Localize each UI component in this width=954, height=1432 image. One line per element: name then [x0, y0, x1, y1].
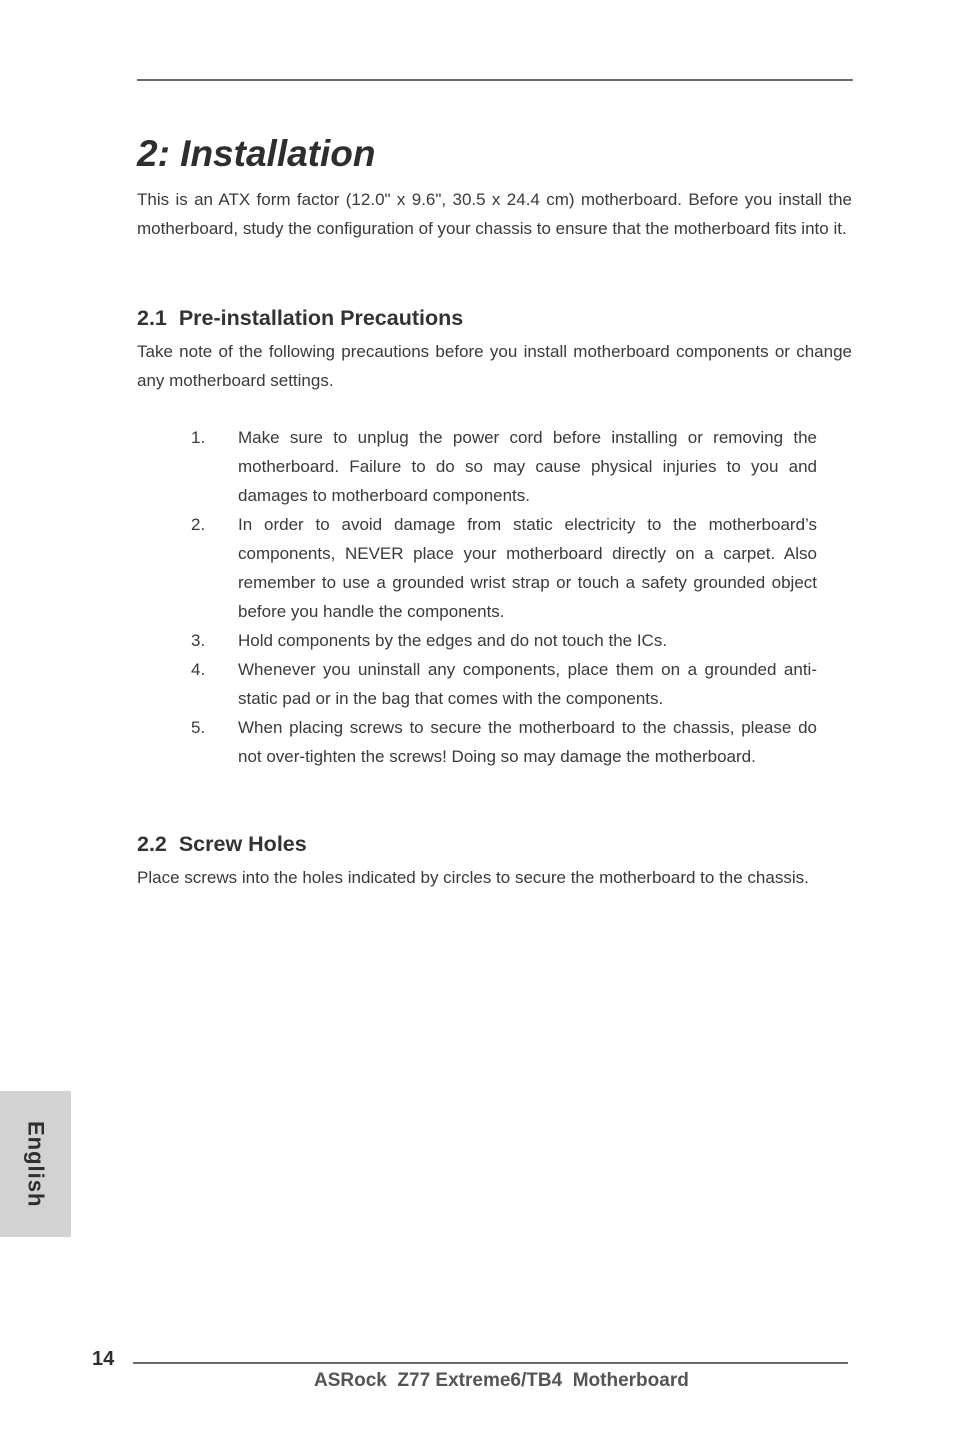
list-item-text: Hold components by the edges and do not touch the ICs.	[238, 631, 668, 650]
header-rule	[137, 79, 853, 81]
chapter-intro: This is an ATX form factor (12.0" x 9.6", 30.5 x 24.4 cm) motherboard. Before you install the motherboard, study the configuration of your chassis to ensure that the motherboard fits into it.	[137, 190, 852, 238]
footer-product-name: ASRock Z77 Extreme6/TB4 Motherboard	[314, 1370, 689, 1391]
list-item	[137, 626, 853, 655]
page-number: 14	[92, 1348, 115, 1370]
list-item-number: 4.	[191, 660, 206, 679]
language-tab	[0, 1091, 71, 1237]
section-heading-precautions: 2.1 Pre-installation Precautions	[137, 306, 464, 330]
precautions-list	[137, 423, 853, 771]
list-item	[137, 655, 853, 713]
chapter-title: 2: Installation	[137, 133, 376, 174]
list-item-number: 1.	[191, 428, 206, 447]
list-item-number: 5.	[191, 718, 206, 737]
list-item-text: When placing screws to secure the motherboard to the chassis, please do not over-tighten the screws! Doing so may damage the motherboard.	[238, 718, 817, 766]
list-item	[137, 423, 853, 510]
list-item	[137, 713, 853, 771]
list-item	[137, 510, 853, 626]
list-item-text: Whenever you uninstall any components, place them on a grounded anti-static pad or in the bag that comes with the components.	[238, 660, 817, 708]
list-item-number: 3.	[191, 631, 206, 650]
section-heading-screw-holes: 2.2 Screw Holes	[137, 832, 307, 856]
screw-holes-text: Place screws into the holes indicated by circles to secure the motherboard to the chassis.	[137, 868, 809, 887]
precautions-intro: Take note of the following precautions before you install motherboard components or change any motherboard settings.	[137, 342, 852, 390]
footer-rule	[133, 1362, 848, 1364]
language-label: English	[23, 1120, 49, 1208]
list-item-text: In order to avoid damage from static electricity to the motherboard’s components, NEVER place your motherboard directly on a carpet. Also remember to use a grounded wrist strap or touch a safety grounded object before you handle the components.	[238, 515, 817, 621]
list-item-text: Make sure to unplug the power cord before installing or removing the motherboard. Failure to do so may cause physical injuries to you and damages to motherboard components.	[238, 428, 817, 505]
list-item-number: 2.	[191, 515, 206, 534]
